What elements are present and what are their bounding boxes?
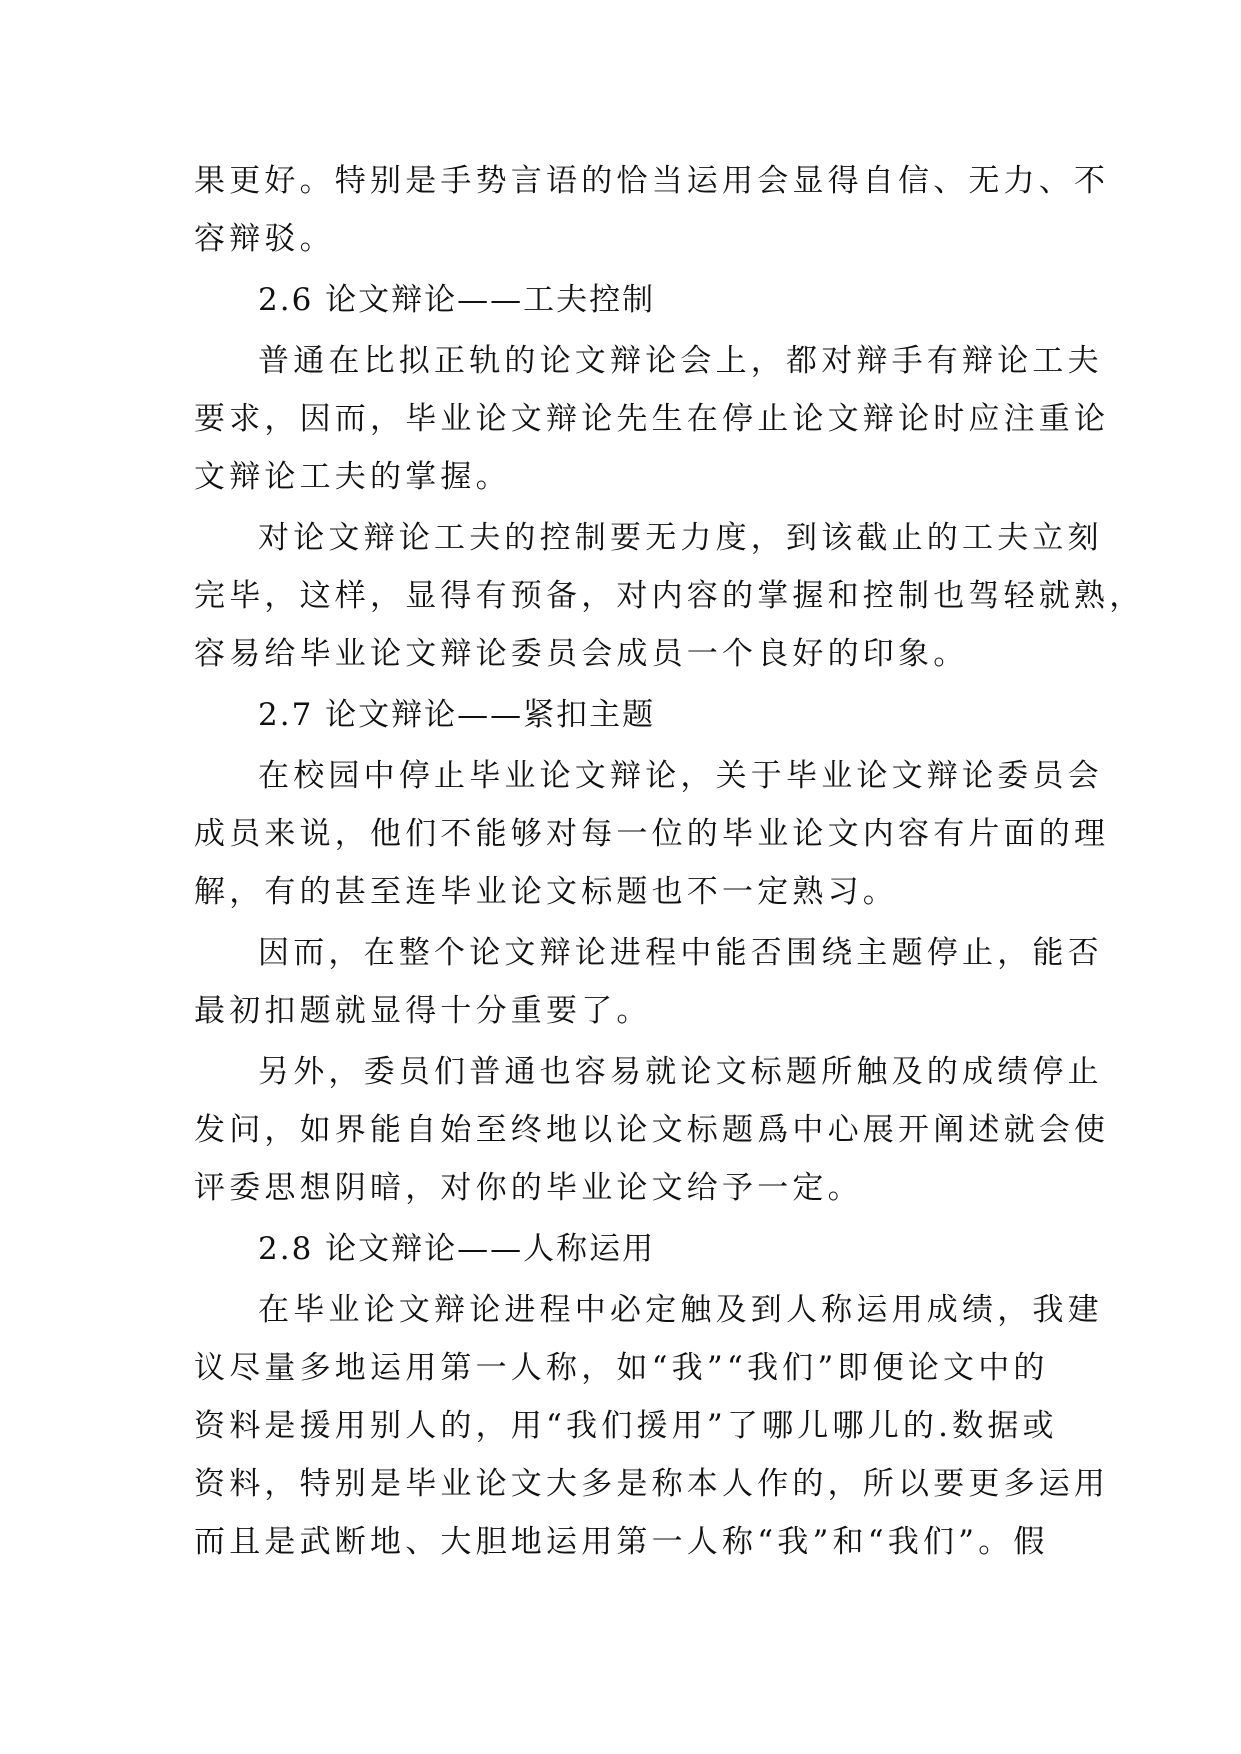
paragraph-line: 最初扣题就显得十分重要了。 (194, 993, 652, 1029)
paragraph-line: 发问，如界能自始至终地以论文标题爲中心展开阐述就会使 (194, 1112, 1110, 1148)
paragraph-line: 文辩论工夫的掌握。 (194, 459, 511, 495)
paragraph-line: 要求，因而，毕业论文辩论先生在停止论文辩论时应注重论 (194, 401, 1110, 437)
paragraph-line: 因而，在整个论文辩论进程中能否围绕主题停止，能否 (258, 935, 1103, 971)
paragraph-line: 容易给毕业论文辩论委员会成员一个良好的印象。 (194, 636, 969, 672)
paragraph-line: 议尽量多地运用第一人称，如“我”“我们”即便论文中的 (194, 1350, 1049, 1386)
paragraph-line: 成员来说，他们不能够对每一位的毕业论文内容有片面的理 (194, 816, 1110, 852)
section-heading-2-8: 2.8 论文辩论——人称运用 (258, 1231, 656, 1267)
paragraph-line: 而且是武断地、大胆地运用第一人称“我”和“我们”。假 (194, 1524, 1049, 1560)
paragraph-line: 评委思想阴暗，对你的毕业论文给予一定。 (194, 1170, 863, 1206)
paragraph-line: 果更好。特别是手势言语的恰当运用会显得自信、无力、不 (194, 163, 1110, 199)
paragraph-line: 容辩驳。 (194, 221, 335, 257)
paragraph-line: 普通在比拟正轨的论文辩论会上，都对辩手有辩论工夫 (258, 343, 1103, 379)
paragraph-line: 另外，委员们普通也容易就论文标题所触及的成绩停止 (258, 1054, 1103, 1090)
paragraph-line: 完毕，这样，显得有预备，对内容的掌握和控制也驾轻就熟， (194, 578, 1145, 614)
paragraph-line: 资料是援用别人的，用“我们援用”了哪儿哪儿的.数据或 (194, 1408, 1058, 1444)
paragraph-line: 对论文辩论工夫的控制要无力度，到该截止的工夫立刻 (258, 520, 1103, 556)
paragraph-line: 解，有的甚至连毕业论文标题也不一定熟习。 (194, 874, 898, 910)
paragraph-line: 资料，特别是毕业论文大多是称本人作的，所以要更多运用 (194, 1466, 1110, 1502)
paragraph-line: 在毕业论文辩论进程中必定触及到人称运用成绩，我建 (258, 1292, 1103, 1328)
section-heading-2-6: 2.6 论文辩论——工夫控制 (258, 282, 656, 318)
section-heading-2-7: 2.7 论文辩论——紧扣主题 (258, 697, 656, 733)
paragraph-line: 在校园中停止毕业论文辩论，关于毕业论文辩论委员会 (258, 758, 1103, 794)
